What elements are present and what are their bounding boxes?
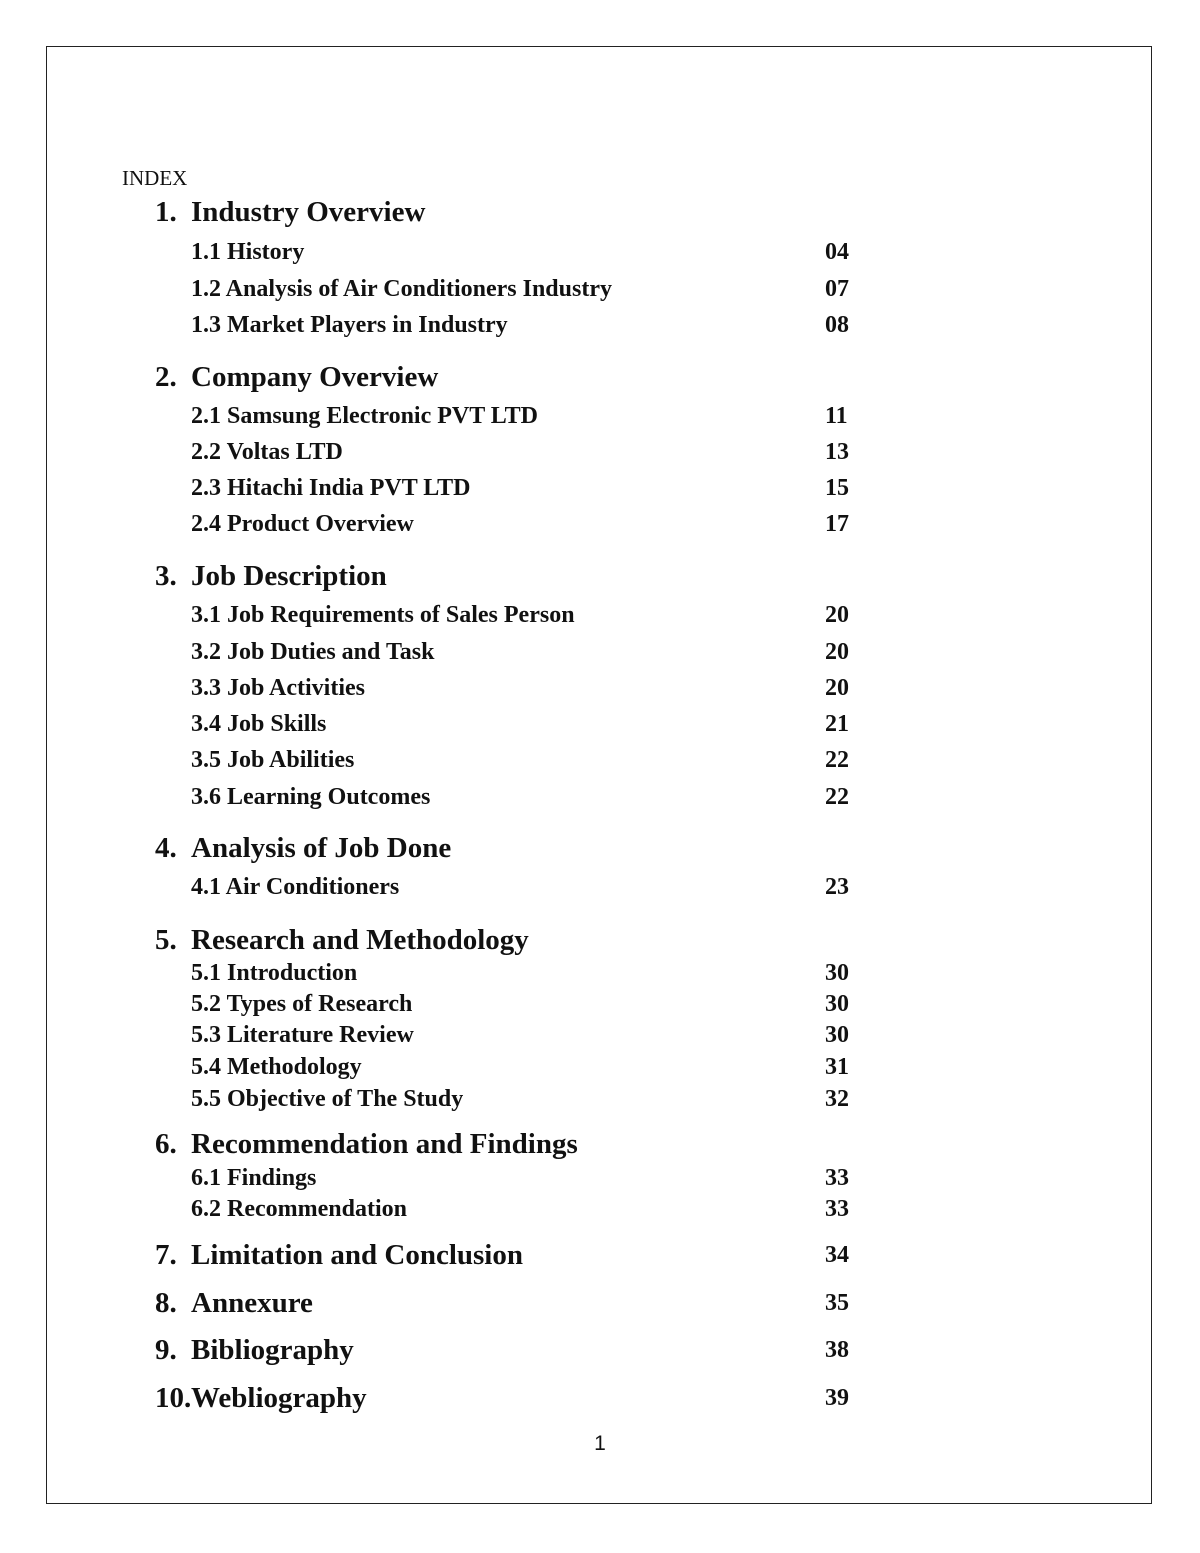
section-title[interactable]: Annexure [191, 1287, 313, 1319]
section-title[interactable]: Webliography [191, 1382, 367, 1414]
section-title[interactable]: Analysis of Job Done [191, 832, 452, 864]
subsection-title[interactable]: 2.2 Voltas LTD [191, 439, 343, 465]
subsection-title[interactable]: 3.6 Learning Outcomes [191, 784, 431, 810]
section-page: 35 [825, 1290, 849, 1316]
subsection-page: 11 [825, 403, 848, 429]
section-number: 8. [155, 1287, 177, 1319]
section-number: 9. [155, 1334, 177, 1366]
section-title[interactable]: Job Description [191, 560, 387, 592]
subsection-title[interactable]: 2.3 Hitachi India PVT LTD [191, 475, 471, 501]
subsection-title[interactable]: 5.3 Literature Review [191, 1022, 414, 1048]
section-page: 34 [825, 1242, 849, 1268]
subsection-title[interactable]: 3.3 Job Activities [191, 675, 365, 701]
subsection-page: 30 [825, 1022, 849, 1048]
subsection-page: 22 [825, 747, 849, 773]
subsection-title[interactable]: 3.1 Job Requirements of Sales Person [191, 602, 575, 628]
subsection-title[interactable]: 4.1 Air Conditioners [191, 874, 400, 900]
section-title[interactable]: Recommendation and Findings [191, 1128, 578, 1160]
subsection-title[interactable]: 1.2 Analysis of Air Conditioners Industry [191, 276, 612, 302]
subsection-title[interactable]: 1.3 Market Players in Industry [191, 312, 508, 338]
section-number: 7. [155, 1239, 177, 1271]
subsection-title[interactable]: 5.5 Objective of The Study [191, 1086, 464, 1112]
subsection-title[interactable]: 3.2 Job Duties and Task [191, 639, 435, 665]
subsection-page: 33 [825, 1196, 849, 1222]
subsection-page: 20 [825, 602, 849, 628]
subsection-title[interactable]: 3.4 Job Skills [191, 711, 327, 737]
section-number: 1. [155, 196, 177, 228]
page-number: 1 [594, 1432, 606, 1455]
subsection-title[interactable]: 6.2 Recommendation [191, 1196, 407, 1222]
section-title[interactable]: Company Overview [191, 361, 439, 393]
subsection-page: 07 [825, 276, 849, 302]
subsection-title[interactable]: 5.4 Methodology [191, 1054, 362, 1080]
subsection-title[interactable]: 1.1 History [191, 239, 305, 265]
subsection-page: 33 [825, 1165, 849, 1191]
section-page: 38 [825, 1337, 849, 1363]
index-heading: INDEX [122, 166, 188, 190]
section-number: 4. [155, 832, 177, 864]
section-number: 2. [155, 361, 177, 393]
subsection-page: 22 [825, 784, 849, 810]
subsection-page: 23 [825, 874, 849, 900]
subsection-page: 32 [825, 1086, 849, 1112]
subsection-title[interactable]: 6.1 Findings [191, 1165, 317, 1191]
subsection-page: 20 [825, 675, 849, 701]
section-number: 6. [155, 1128, 177, 1160]
subsection-page: 30 [825, 991, 849, 1017]
section-title[interactable]: Bibliography [191, 1334, 354, 1366]
section-title[interactable]: Limitation and Conclusion [191, 1239, 523, 1271]
subsection-page: 20 [825, 639, 849, 665]
subsection-page: 30 [825, 960, 849, 986]
subsection-page: 17 [825, 511, 849, 537]
section-number: 5. [155, 924, 177, 956]
subsection-page: 31 [825, 1054, 849, 1080]
subsection-title[interactable]: 2.4 Product Overview [191, 511, 414, 537]
section-number: 10. [155, 1382, 192, 1414]
subsection-title[interactable]: 5.1 Introduction [191, 960, 358, 986]
subsection-page: 04 [825, 239, 849, 265]
section-page: 39 [825, 1385, 849, 1411]
subsection-page: 08 [825, 312, 849, 338]
section-number: 3. [155, 560, 177, 592]
subsection-page: 21 [825, 711, 849, 737]
subsection-page: 13 [825, 439, 849, 465]
subsection-page: 15 [825, 475, 849, 501]
subsection-title[interactable]: 3.5 Job Abilities [191, 747, 355, 773]
section-title[interactable]: Industry Overview [191, 196, 426, 228]
subsection-title[interactable]: 2.1 Samsung Electronic PVT LTD [191, 403, 538, 429]
section-title[interactable]: Research and Methodology [191, 924, 529, 956]
subsection-title[interactable]: 5.2 Types of Research [191, 991, 413, 1017]
